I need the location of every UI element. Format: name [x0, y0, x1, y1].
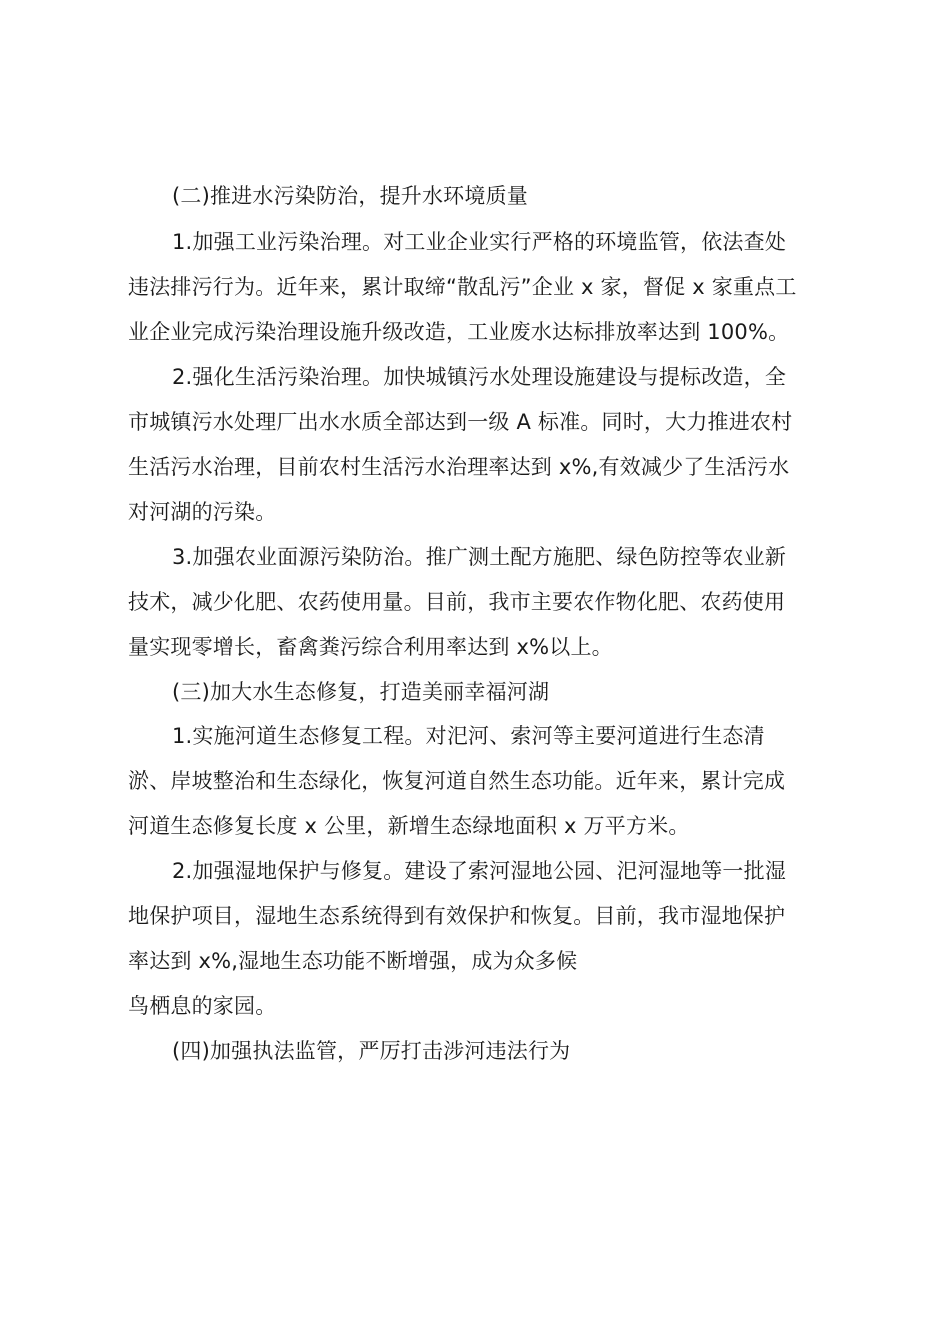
section-heading-3: (三)加大水生态修复，打造美丽幸福河湖 [172, 680, 550, 704]
paragraph-line: 1.加强工业污染治理。对工业企业实行严格的环境监管，依法查处 [172, 230, 787, 254]
paragraph-line: 河道生态修复长度 x 公里，新增生态绿地面积 x 万平方米。 [128, 814, 690, 838]
paragraph-line: 3.加强农业面源污染防治。推广测土配方施肥、绿色防控等农业新 [172, 545, 787, 569]
paragraph-line: 鸟栖息的家园。 [128, 994, 277, 1018]
paragraph-line: 业企业完成污染治理设施升级改造，工业废水达标排放率达到 100%。 [128, 320, 790, 344]
paragraph-line: 市城镇污水处理厂出水水质全部达到一级 A 标准。同时，大力推进农村 [128, 410, 793, 434]
paragraph-line: 淤、岸坡整治和生态绿化，恢复河道自然生态功能。近年来，累计完成 [128, 769, 786, 793]
paragraph-line: 地保护项目，湿地生态系统得到有效保护和恢复。目前，我市湿地保护 [128, 904, 786, 928]
section-heading-2: (二)推进水污染防治，提升水环境质量 [172, 184, 528, 208]
paragraph-line: 量实现零增长，畜禽粪污综合利用率达到 x%以上。 [128, 635, 613, 659]
paragraph-line: 技术，减少化肥、农药使用量。目前，我市主要农作物化肥、农药使用 [128, 590, 786, 614]
paragraph-line: 生活污水治理，目前农村生活污水治理率达到 x%,有效减少了生活污水 [128, 455, 790, 479]
section-heading-4: (四)加强执法监管，严厉打击涉河违法行为 [172, 1039, 571, 1063]
paragraph-line: 违法排污行为。近年来，累计取缔“散乱污”企业 x 家，督促 x 家重点工 [128, 275, 797, 299]
paragraph-line: 2.强化生活污染治理。加快城镇污水处理设施建设与提标改造，全 [172, 365, 787, 389]
paragraph-line: 对河湖的污染。 [128, 500, 277, 524]
paragraph-line: 2.加强湿地保护与修复。建设了索河湿地公园、汜河湿地等一批湿 [172, 859, 787, 883]
paragraph-line: 率达到 x%,湿地生态功能不断增强，成为众多候 [128, 949, 578, 973]
paragraph-line: 1.实施河道生态修复工程。对汜河、索河等主要河道进行生态清 [172, 724, 765, 748]
